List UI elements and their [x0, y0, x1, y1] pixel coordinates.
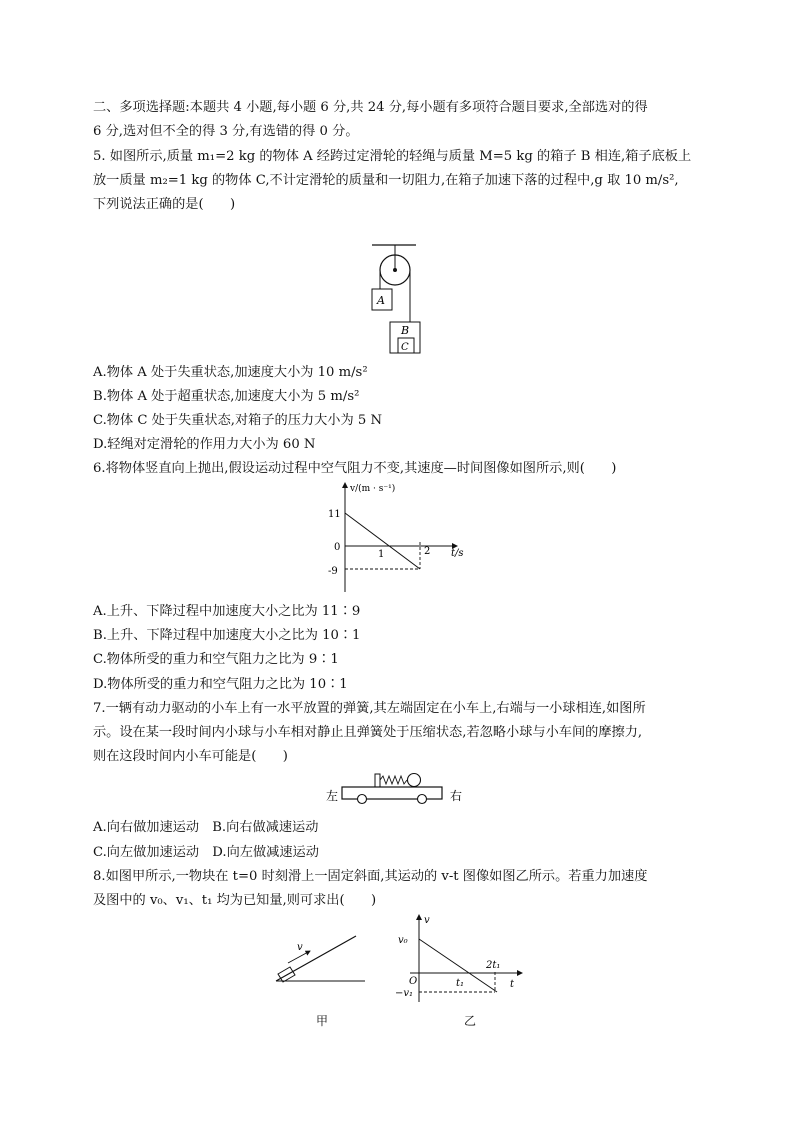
q5-stem-line2: 放一质量 m₂=1 kg 的物体 C,不计定滑轮的质量和一切阻力,在箱子加速下落的过程中,g 取 10 m/s², — [93, 173, 679, 188]
q7-stem-line2: 示。设在某一段时间内小球与小车相对静止且弹簧处于压缩状态,若忽略小球与小车间的摩擦力, — [93, 725, 643, 740]
cart-wheel-right — [418, 795, 427, 804]
q7-options-line2: C.向左做加速运动 D.向左做减速运动 — [93, 845, 319, 860]
q8-v0-label: v₀ — [398, 935, 408, 946]
q8-neg-v1-label: −v₁ — [395, 988, 414, 999]
ball — [408, 774, 421, 787]
q7-label-right: 右 — [450, 789, 463, 803]
q6-y-axis-label: v/(m · s⁻¹) — [350, 484, 396, 494]
q6-v-line — [345, 513, 420, 569]
pulley-axle — [393, 268, 397, 272]
spring-mount — [375, 774, 380, 787]
q6-option-a: A.上升、下降过程中加速度大小之比为 11∶9 — [93, 604, 361, 619]
q5-option-d: D.轻绳对定滑轮的作用力大小为 60 N — [93, 437, 316, 452]
q5-stem-line3: 下列说法正确的是( ) — [93, 197, 236, 212]
q6-option-c: C.物体所受的重力和空气阻力之比为 9∶1 — [93, 652, 339, 667]
q8-v-axis-label: v — [424, 915, 430, 926]
q7-cart-figure — [322, 768, 482, 816]
q8-stem-line2: 及图中的 v₀、v₁、t₁ 均为已知量,则可求出( ) — [93, 893, 377, 908]
q7-stem-line3: 则在这段时间内小车可能是( ) — [93, 749, 288, 764]
q8-origin-label: O — [409, 976, 418, 987]
cart-wheel-left — [358, 795, 367, 804]
q8-caption-yi: 乙 — [464, 1014, 477, 1028]
q5-pulley-figure — [360, 238, 440, 362]
q6-option-b: B.上升、下降过程中加速度大小之比为 10∶1 — [93, 628, 361, 643]
section-heading-line1: 二、多项选择题:本题共 4 小题,每小题 6 分,共 24 分,每小题有多项符合题目要求,全部选对的得 — [93, 100, 648, 115]
label-a: A — [377, 294, 385, 307]
q5-option-b: B.物体 A 处于超重状态,加速度大小为 5 m/s² — [93, 389, 360, 404]
q8-2t1-label: 2t₁ — [486, 960, 501, 971]
section-heading-line2: 6 分,选对但不全的得 3 分,有选错的得 0 分。 — [93, 124, 359, 139]
q5-option-c: C.物体 C 处于失重状态,对箱子的压力大小为 5 N — [93, 413, 382, 428]
q6-tick-11: 11 — [328, 509, 341, 520]
incline-surface — [276, 936, 356, 981]
q8-incline-figure — [270, 930, 370, 994]
velocity-label: v — [297, 942, 303, 953]
q6-tick-neg9: -9 — [328, 566, 338, 577]
q6-tick-1: 1 — [378, 549, 385, 560]
q8-vt-graph — [394, 910, 529, 1009]
q8-caption-jia: 甲 — [316, 1014, 329, 1028]
label-b: B — [401, 324, 410, 337]
q6-x-axis-label: t/s — [451, 548, 464, 559]
label-c: C — [401, 342, 409, 353]
q5-stem-line1: 5. 如图所示,质量 m₁=2 kg 的物体 A 经跨过定滑轮的轻绳与质量 M=5 kg 的箱子 B 相连,箱子底板上 — [93, 149, 692, 164]
q7-options-line1: A.向右做加速运动 B.向右做减速运动 — [93, 820, 319, 835]
q6-vt-graph — [322, 480, 482, 604]
q5-option-a: A.物体 A 处于失重状态,加速度大小为 10 m/s² — [93, 365, 368, 380]
q7-stem-line1: 7.一辆有动力驱动的小车上有一水平放置的弹簧,其左端固定在小车上,右端与一小球相连,如图所 — [93, 701, 646, 716]
q6-stem-line1: 6.将物体竖直向上抛出,假设运动过程中空气阻力不变,其速度—时间图像如图所示,则( ) — [93, 461, 617, 476]
cart-body — [342, 787, 442, 799]
q8-t-axis-label: t — [510, 979, 515, 990]
q7-label-left: 左 — [326, 789, 339, 803]
q8-t1-label: t₁ — [456, 978, 465, 989]
q8-stem-line1: 8.如图甲所示,一物块在 t=0 时刻滑上一固定斜面,其运动的 v-t 图像如图乙所示。若重力加速度 — [93, 869, 648, 884]
q6-tick-2: 2 — [424, 546, 431, 557]
q6-tick-0: 0 — [334, 542, 341, 553]
q6-option-d: D.物体所受的重力和空气阻力之比为 10∶1 — [93, 677, 348, 692]
spring — [380, 776, 407, 784]
